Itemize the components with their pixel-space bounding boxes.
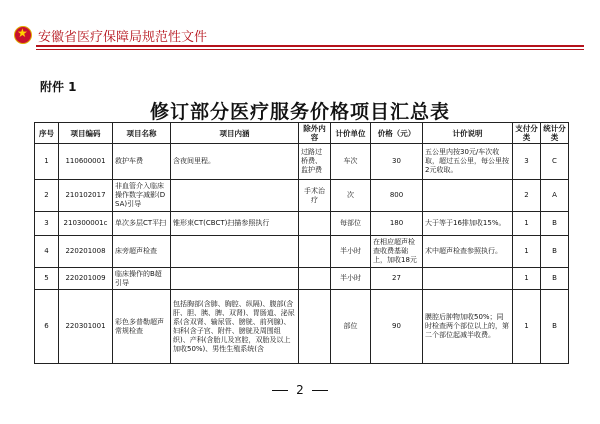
cell-excluded: 手术治疗 <box>299 180 331 212</box>
cell-unit: 半小时 <box>331 268 371 290</box>
cell-content: 锥形束CT(CBCT)扫描参照执行 <box>171 212 299 236</box>
cell-stat-class: B <box>541 268 569 290</box>
cell-excluded <box>299 290 331 364</box>
cell-code: 220301001 <box>59 290 113 364</box>
cell-payment-class: 3 <box>513 144 541 180</box>
cell-index: 4 <box>35 236 59 268</box>
cell-content <box>171 180 299 212</box>
cell-index: 6 <box>35 290 59 364</box>
cell-price: 30 <box>371 144 423 180</box>
cell-price: 在相应超声检查收费基础上，加收18元 <box>371 236 423 268</box>
cell-code: 210300001c <box>59 212 113 236</box>
cell-unit: 车次 <box>331 144 371 180</box>
cell-index: 5 <box>35 268 59 290</box>
table-row <box>35 212 569 236</box>
cell-unit: 半小时 <box>331 236 371 268</box>
table-row <box>35 236 569 268</box>
header-rule-thick <box>36 45 584 47</box>
col-header-payment-class: 支付分类 <box>513 123 541 144</box>
cell-name: 临床操作的B超引导 <box>113 268 171 290</box>
issuing-organization: 安徽省医疗保障局规范性文件 <box>38 30 208 45</box>
document-title: 修订部分医疗服务价格项目汇总表 <box>149 101 450 123</box>
cell-note <box>423 180 513 212</box>
cell-stat-class: B <box>541 212 569 236</box>
col-header-stat-class: 统计分类 <box>541 123 569 144</box>
cell-price: 180 <box>371 212 423 236</box>
col-header-price: 价格（元） <box>371 123 423 144</box>
cell-name: 单次多层CT平扫 <box>113 212 171 236</box>
cell-payment-class: 1 <box>513 236 541 268</box>
cell-stat-class: B <box>541 236 569 268</box>
col-header-index: 序号 <box>35 123 59 144</box>
cell-code: 220201008 <box>59 236 113 268</box>
cell-index: 3 <box>35 212 59 236</box>
cell-note: 术中超声检查参照执行。 <box>423 236 513 268</box>
cell-content: 包括胸部(含肺、胸腔、纵隔)、腹部(含肝、胆、胰、脾、双肾)、胃肠道、泌尿系(含双肾、输尿管、膀胱、前列腺)、妇科(含子宫、附件、膀胱及周围组织)、产科(含胎儿及宫腔，双胎及以上加收50%)、男性生殖系统(含 <box>171 290 299 364</box>
cell-content: 含夜间里程。 <box>171 144 299 180</box>
col-header-code: 项目编码 <box>59 123 113 144</box>
cell-unit: 每部位 <box>331 212 371 236</box>
cell-code: 220201009 <box>59 268 113 290</box>
cell-price: 800 <box>371 180 423 212</box>
table-row <box>35 290 569 364</box>
cell-name: 救护车费 <box>113 144 171 180</box>
cell-index: 1 <box>35 144 59 180</box>
col-header-excluded: 除外内容 <box>299 123 331 144</box>
table-header-row <box>35 123 569 144</box>
cell-note: 膜腔后肿物加收50%；同时检查两个部位以上的，第二个部位起减半收费。 <box>423 290 513 364</box>
page-number: 2 <box>296 383 304 397</box>
cell-excluded <box>299 236 331 268</box>
cell-excluded: 过路过桥费、监护费 <box>299 144 331 180</box>
cell-name: 床旁超声检查 <box>113 236 171 268</box>
cell-payment-class: 2 <box>513 180 541 212</box>
table-row <box>35 180 569 212</box>
cell-payment-class: 1 <box>513 268 541 290</box>
cell-note <box>423 268 513 290</box>
cell-index: 2 <box>35 180 59 212</box>
attachment-label: 附件 1 <box>40 80 77 94</box>
cell-price: 27 <box>371 268 423 290</box>
table-row <box>35 268 569 290</box>
cell-stat-class: C <box>541 144 569 180</box>
footer-dash-left <box>272 390 288 391</box>
cell-content <box>171 236 299 268</box>
price-table <box>34 122 569 364</box>
cell-excluded <box>299 212 331 236</box>
cell-excluded <box>299 268 331 290</box>
cell-note: 五公里内按30元/车次收取，超过五公里，每公里按2元收取。 <box>423 144 513 180</box>
cell-note: 大于等于16排加收15%。 <box>423 212 513 236</box>
cell-stat-class: A <box>541 180 569 212</box>
cell-unit: 次 <box>331 180 371 212</box>
cell-payment-class: 1 <box>513 290 541 364</box>
cell-price: 90 <box>371 290 423 364</box>
cell-code: 210102017 <box>59 180 113 212</box>
cell-content <box>171 268 299 290</box>
page-footer <box>0 383 600 397</box>
table-row <box>35 144 569 180</box>
cell-stat-class: B <box>541 290 569 364</box>
col-header-content: 项目内涵 <box>171 123 299 144</box>
cell-unit: 部位 <box>331 290 371 364</box>
cell-name: 非血管介入临床操作数字减影(DSA)引导 <box>113 180 171 212</box>
col-header-unit: 计价单位 <box>331 123 371 144</box>
cell-code: 110600001 <box>59 144 113 180</box>
cell-payment-class: 1 <box>513 212 541 236</box>
col-header-note: 计价说明 <box>423 123 513 144</box>
cell-name: 彩色多普勒超声常规检查 <box>113 290 171 364</box>
national-emblem-icon <box>14 26 32 44</box>
header-rule-thin <box>36 49 584 50</box>
footer-dash-right <box>312 390 328 391</box>
col-header-name: 项目名称 <box>113 123 171 144</box>
